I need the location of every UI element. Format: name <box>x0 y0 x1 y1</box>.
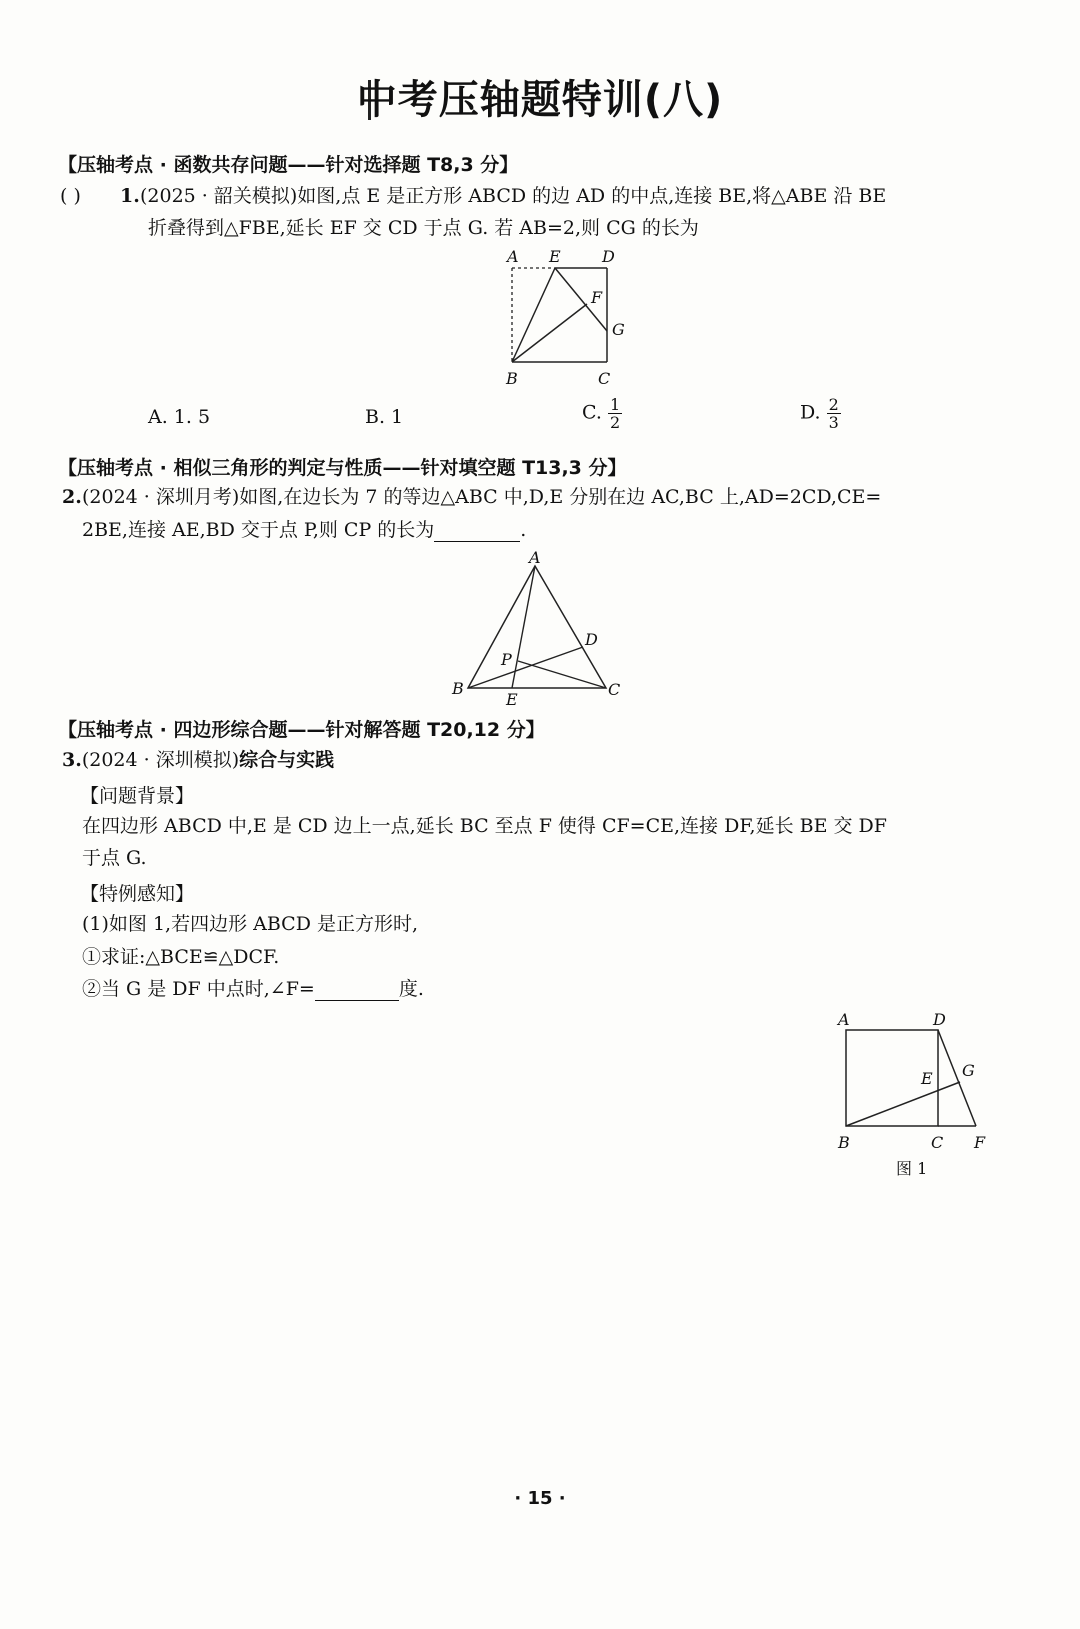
q1-figure-square <box>490 244 640 394</box>
q2-figure-triangle <box>440 548 630 708</box>
q2-segment-AE <box>512 566 535 688</box>
q1-option-d-prefix: D. <box>800 401 821 424</box>
q3-answer-blank[interactable] <box>315 980 399 1001</box>
q1-segment-BE <box>512 268 555 362</box>
q3-part1: (1)如图 1,若四边形 ABCD 是正方形时, <box>82 913 419 935</box>
q2-text-line2-pre: 2BE,连接 AE,BD 交于点 P,则 CP 的长为 <box>82 519 435 541</box>
q3-segment-BG <box>846 1082 960 1126</box>
q3-source: (2024 · 深圳模拟) <box>81 749 240 771</box>
q1-label-F: F <box>591 288 603 307</box>
q3-part1-a: ①求证:△BCE≌△DCF. <box>82 946 280 968</box>
q2-text-line2-post: . <box>520 519 527 541</box>
section-heading-3: 【压轴考点 · 四边形综合题——针对解答题 T20,12 分】 <box>58 719 545 741</box>
q2-label-C: C <box>608 680 621 699</box>
q2-label-B: B <box>452 679 464 698</box>
q2-label-A: A <box>529 548 541 567</box>
q3-background-title: 【问题背景】 <box>80 785 195 807</box>
q3-special-title: 【特例感知】 <box>80 883 195 905</box>
q3-label-G: G <box>962 1061 975 1080</box>
q1-option-c-fraction <box>608 396 622 431</box>
q1-number: 1. <box>120 185 140 207</box>
q1-option-d-denominator: 3 <box>828 413 839 432</box>
q2-triangle-ABC <box>468 566 606 688</box>
q1-label-D: D <box>602 247 615 266</box>
q1-segment-BF <box>512 304 587 362</box>
q3-part1-b-post: 度. <box>398 978 424 1000</box>
q2-segment-BD <box>468 647 583 688</box>
q3-header <box>62 748 334 772</box>
q2-label-P: P <box>501 650 512 669</box>
q1-option-c-prefix: C. <box>582 401 602 424</box>
q3-label-C: C <box>931 1133 944 1152</box>
q1-text-line1: (2025 · 韶关模拟)如图,点 E 是正方形 ABCD 的边 AD 的中点,连接 BE,将△ABE 沿 BE <box>140 185 887 207</box>
q1-answer-paren[interactable]: ( ) <box>60 185 81 207</box>
q3-number: 3. <box>62 749 82 771</box>
q1-label-A: A <box>507 247 519 266</box>
q1-option-d-numerator: 2 <box>828 395 839 414</box>
q1-label-C: C <box>598 369 611 388</box>
q1-option-d-fraction <box>827 396 841 431</box>
q3-figure-caption: 图 1 <box>896 1159 928 1178</box>
q2-text-line2 <box>82 518 526 542</box>
q1-option-b[interactable]: B. 1 <box>365 406 404 428</box>
q3-heading: 综合与实践 <box>239 749 335 771</box>
q2-number: 2. <box>62 486 82 508</box>
q3-background-line1: 在四边形 ABCD 中,E 是 CD 边上一点,延长 BC 至点 F 使得 CF=CE,连接 DF,延长 BE 交 DF <box>82 815 887 837</box>
q2-text-line1: (2024 · 深圳月考)如图,在边长为 7 的等边△ABC 中,D,E 分别在边 AC,BC 上,AD=2CD,CE= <box>82 486 882 508</box>
q3-figure-1 <box>826 1006 996 1186</box>
page-number: · 15 · <box>514 1488 566 1509</box>
q3-label-A: A <box>838 1010 850 1029</box>
page-title: 中考压轴题特训(八) <box>356 77 724 123</box>
q3-label-E: E <box>921 1069 933 1088</box>
q3-part1-b <box>82 977 424 1001</box>
q1-text-line2: 折叠得到△FBE,延长 EF 交 CD 于点 G. 若 AB=2,则 CG 的长为 <box>148 217 699 239</box>
q3-part1-b-pre: ②当 G 是 DF 中点时,∠F= <box>82 978 315 1000</box>
q1-option-c-numerator: 1 <box>609 395 621 414</box>
q1-option-a[interactable]: A. 1. 5 <box>148 406 211 428</box>
q3-label-D: D <box>933 1010 946 1029</box>
q1-label-G: G <box>612 320 625 339</box>
q2-label-E: E <box>506 690 518 708</box>
q1-label-B: B <box>506 369 518 388</box>
q1-option-c[interactable] <box>582 396 622 431</box>
section-heading-1: 【压轴考点 · 函数共存问题——针对选择题 T8,3 分】 <box>58 154 519 176</box>
q1-option-d[interactable] <box>800 396 841 431</box>
q1-label-E: E <box>549 247 561 266</box>
section-heading-2: 【压轴考点 · 相似三角形的判定与性质——针对填空题 T13,3 分】 <box>58 457 627 479</box>
q2-label-D: D <box>585 630 598 649</box>
q2-answer-blank[interactable] <box>434 521 520 542</box>
q3-label-F: F <box>974 1133 986 1152</box>
q1-option-c-denominator: 2 <box>609 413 621 432</box>
q3-label-B: B <box>838 1133 850 1152</box>
q3-background-line2: 于点 G. <box>82 847 147 869</box>
